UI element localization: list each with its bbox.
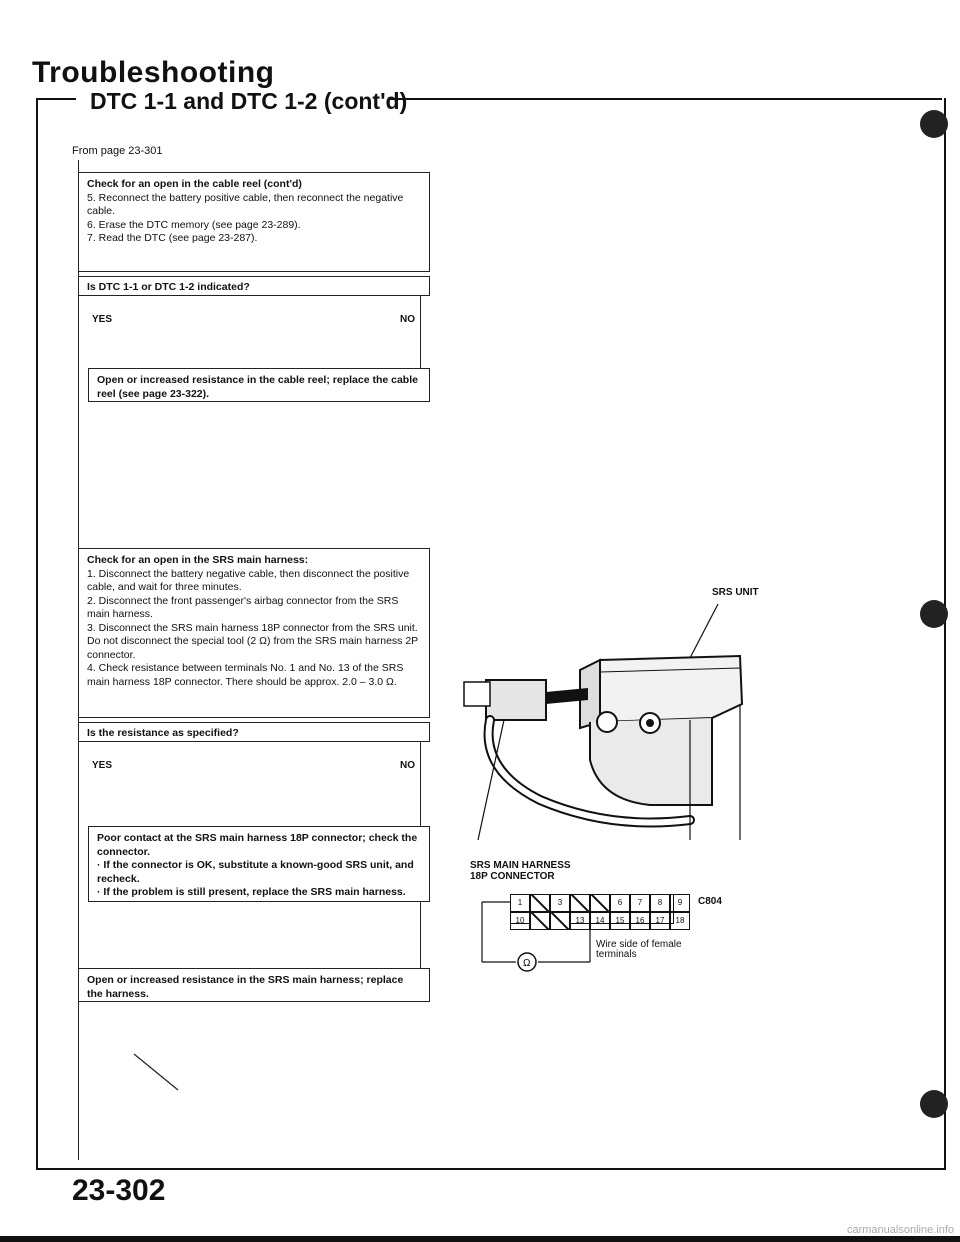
pin-blank bbox=[530, 912, 550, 930]
page-title: Troubleshooting bbox=[32, 56, 275, 89]
pin-16: 16 bbox=[630, 912, 650, 930]
check-srs-harness-box bbox=[78, 548, 430, 718]
question-dtc-indicated: Is DTC 1-1 or DTC 1-2 indicated? bbox=[78, 276, 430, 296]
binder-hole bbox=[920, 600, 948, 628]
step-4: 4. Check resistance between terminals No. 1 and No. 13 of the SRS main harness 18P connector. There should be approx. 2.0 – 3.0 Ω. bbox=[87, 662, 404, 688]
no-branch-line bbox=[420, 296, 421, 368]
pin-13: 13 bbox=[570, 912, 590, 930]
result-open-harness: Open or increased resistance in the SRS main harness; replace the harness. bbox=[78, 968, 430, 1002]
yes-label-2: YES bbox=[92, 760, 113, 771]
harness-label-line1: SRS MAIN HARNESS bbox=[470, 860, 571, 871]
no-label-1: NO bbox=[400, 314, 415, 325]
result-poor-contact: Poor contact at the SRS main harness 18P connector; check the connector. · If the connector is OK, substitute a known-good SRS unit, and recheck. · If the problem is still present, replace the SRS main harness. bbox=[88, 826, 430, 902]
pin-17: 17 bbox=[650, 912, 670, 930]
pin-blank bbox=[590, 894, 610, 912]
pin-6: 6 bbox=[610, 894, 630, 912]
check-cable-reel-box bbox=[78, 172, 430, 272]
step-6: 6. Erase the DTC memory (see page 23-289). bbox=[87, 218, 301, 231]
step-1: 1. Disconnect the battery negative cable, then disconnect the positive cable, and wait for three minutes. bbox=[87, 567, 410, 593]
pin-15: 15 bbox=[610, 912, 630, 930]
binder-hole bbox=[920, 110, 948, 138]
check-srs-harness-heading: Check for an open in the SRS main harness: bbox=[87, 554, 309, 566]
pin-grid bbox=[510, 894, 690, 930]
step-3: 3. Disconnect the SRS main harness 18P connector from the SRS unit. Do not disconnect the special tool (2 Ω) from the SRS main harness 2P connector. bbox=[87, 621, 418, 661]
step-2: 2. Disconnect the front passenger's airbag connector from the SRS main harness. bbox=[87, 594, 399, 620]
srs-unit-label: SRS UNIT bbox=[712, 587, 759, 598]
pin-7: 7 bbox=[630, 894, 650, 912]
bottom-edge-bar bbox=[0, 1236, 960, 1242]
flow-end-stroke bbox=[130, 1050, 190, 1100]
no-label-2: NO bbox=[400, 760, 415, 771]
svg-text:Ω: Ω bbox=[523, 958, 531, 969]
watermark: carmanualsonline.info bbox=[846, 1224, 954, 1236]
wire-side-line2: terminals bbox=[596, 949, 637, 960]
yes-label-1: YES bbox=[92, 314, 113, 325]
step-5: 5. Reconnect the battery positive cable, then reconnect the negative cable. bbox=[87, 191, 404, 217]
wire-side-line1: Wire side of female bbox=[596, 939, 682, 950]
pin-9: 9 bbox=[670, 894, 690, 912]
section-subtitle: DTC 1-1 and DTC 1-2 (cont'd) bbox=[90, 88, 408, 114]
srs-unit-illustration bbox=[450, 600, 750, 850]
page-number: 23-302 bbox=[72, 1174, 166, 1207]
harness-label-line2: 18P CONNECTOR bbox=[470, 871, 555, 882]
binder-hole bbox=[920, 1090, 948, 1118]
pin-8: 8 bbox=[650, 894, 670, 912]
question-resistance: Is the resistance as specified? bbox=[78, 722, 430, 742]
step-7: 7. Read the DTC (see page 23-287). bbox=[87, 232, 258, 244]
pin-10: 10 bbox=[510, 912, 530, 930]
pin-blank bbox=[550, 912, 570, 930]
pin-1: 1 bbox=[510, 894, 530, 912]
pin-blank bbox=[530, 894, 550, 912]
connector-code: C804 bbox=[698, 896, 722, 907]
check-cable-reel-heading: Check for an open in the cable reel (cont'd) bbox=[87, 178, 302, 190]
pin-blank bbox=[570, 894, 590, 912]
result-cable-reel: Open or increased resistance in the cable reel; replace the cable reel (see page 23-322). bbox=[88, 368, 430, 402]
pin-18: 18 bbox=[670, 912, 690, 930]
pin-3: 3 bbox=[550, 894, 570, 912]
from-page-ref: From page 23-301 bbox=[72, 145, 163, 157]
wire-side-note bbox=[596, 940, 682, 960]
pin-14: 14 bbox=[590, 912, 610, 930]
harness-label bbox=[470, 860, 571, 882]
